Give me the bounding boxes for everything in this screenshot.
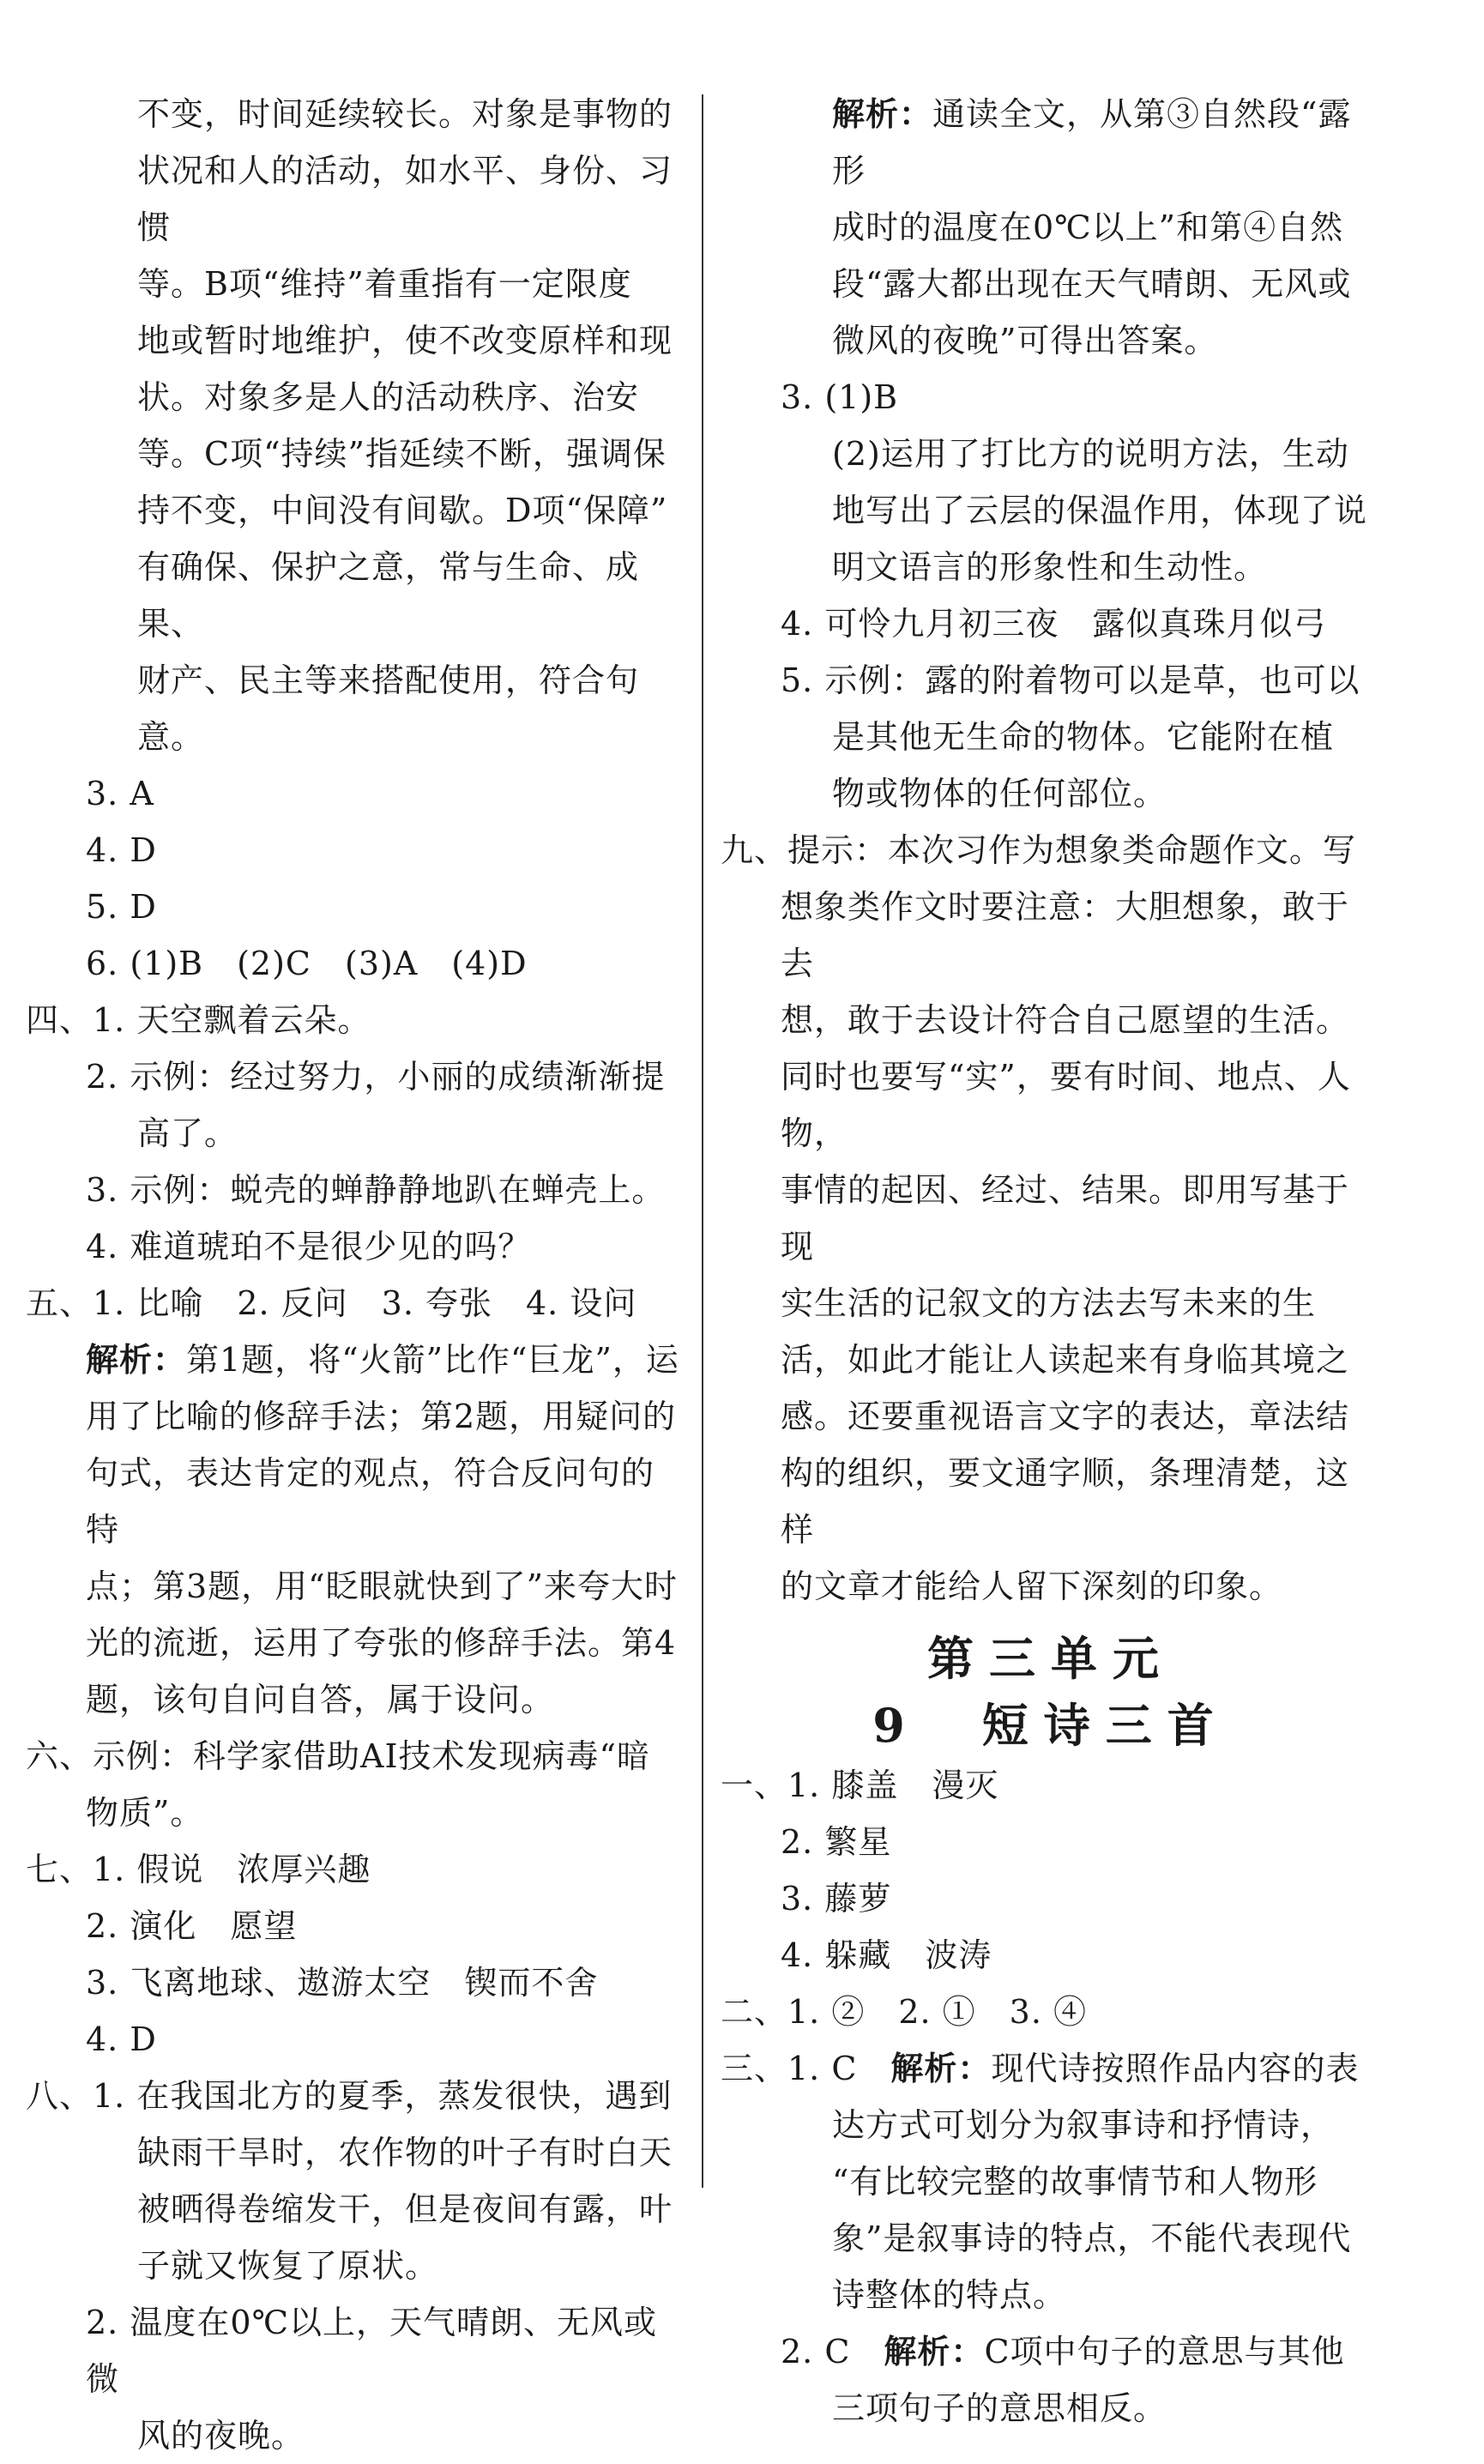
text-line [721, 199, 1381, 256]
text-line [26, 1388, 686, 1445]
text-line [721, 1332, 1381, 1388]
text-line [721, 426, 1381, 482]
text-line [26, 992, 686, 1048]
line-text: 是其他无生命的物体。它能附在植 [832, 718, 1335, 756]
line-text: 题，该句自问自答，属于设问。 [86, 1681, 555, 1718]
line-text: 4. 难道琥珀不是很少见的吗？ [86, 1228, 532, 1265]
line-text: 用了比喻的修辞手法；第2题，用疑问的 [86, 1398, 677, 1435]
text-line [26, 86, 686, 142]
text-line [26, 1218, 686, 1275]
lesson-title: 9 短诗三首 [872, 1698, 1229, 1753]
line-text: 等。B项“维持”着重指有一定限度 [137, 265, 632, 303]
right-column [721, 86, 1381, 2437]
text-line [26, 1728, 686, 1785]
line-text: 4. D [86, 2020, 157, 2058]
text-line [721, 765, 1381, 822]
text-line [26, 2011, 686, 2068]
line-text: 2. 繁星 [781, 1823, 892, 1861]
text-line [721, 1048, 1381, 1162]
line-text: 状。对象多是人的活动秩序、治安 [137, 378, 640, 416]
text-line [721, 822, 1381, 879]
text-line [26, 2294, 686, 2407]
text-line [721, 256, 1381, 312]
line-text: 财产、民主等来搭配使用，符合句意。 [137, 661, 640, 756]
line-text: 4. 躲藏 波涛 [781, 1936, 992, 1974]
text-line [721, 2153, 1381, 2210]
line-text: 四、1. 天空飘着云朵。 [26, 1001, 371, 1039]
text-line [721, 2380, 1381, 2437]
text-line [26, 822, 686, 879]
text-line [26, 1785, 686, 1841]
text-line [26, 1898, 686, 1954]
line-text: 诗整体的特点。 [832, 2276, 1067, 2314]
text-line [26, 142, 686, 256]
line-text: 6. (1)B (2)C (3)A (4)D [86, 945, 528, 982]
text-line [26, 369, 686, 426]
text-line [26, 1162, 686, 1218]
line-text: 2. 示例：经过努力，小丽的成绩渐渐提 [86, 1058, 666, 1096]
text-line [721, 1275, 1381, 1332]
line-text: 成时的温度在0℃以上”和第④自然 [832, 208, 1344, 246]
text-line [721, 709, 1381, 765]
line-text: 感。还要重视语言文字的表达，章法结 [781, 1398, 1350, 1435]
line-text: 三项句子的意思相反。 [832, 2389, 1167, 2427]
line-text: 的文章才能给人留下深刻的印象。 [781, 1567, 1283, 1605]
line-text: 3. 飞离地球、遨游太空 锲而不舍 [86, 1964, 599, 2002]
right-column-top [721, 86, 1381, 1615]
text-line [721, 652, 1381, 709]
text-line [721, 2097, 1381, 2153]
text-line [26, 2238, 686, 2294]
text-line [26, 312, 686, 369]
line-prefix: 三、1. [721, 2050, 832, 2087]
text-line [721, 1558, 1381, 1615]
text-line [721, 1162, 1381, 1275]
text-line [26, 1048, 686, 1105]
right-column-bottom [721, 1757, 1381, 2437]
line-text: 2. 演化 愿望 [86, 1907, 298, 1945]
line-text: 5. D [86, 888, 157, 926]
line-text: 明文语言的形象性和生动性。 [832, 548, 1268, 586]
text-line [26, 2068, 686, 2124]
line-text: 3. A [86, 775, 154, 812]
line-text: 实生活的记叙文的方法去写未来的生 [781, 1284, 1317, 1322]
line-text: 段“露大都出现在天气晴朗、无风或 [832, 265, 1352, 303]
line-text: 被晒得卷缩发干，但是夜间有露，叶 [137, 2190, 673, 2228]
text-line [26, 1445, 686, 1558]
text-line [26, 765, 686, 822]
line-text: 3. 示例：蜕壳的蝉静静地趴在蝉壳上。 [86, 1171, 666, 1209]
line-text: 4. D [86, 831, 157, 869]
left-column [26, 86, 686, 2464]
text-line [721, 1927, 1381, 1984]
line-text: 有确保、保护之意，常与生命、成果、 [137, 548, 640, 643]
line-text: 六、示例：科学家借助AI技术发现病毒“暗 [26, 1737, 650, 1775]
text-line [26, 1105, 686, 1162]
text-line [26, 539, 686, 652]
text-line [721, 879, 1381, 992]
text-line [26, 1954, 686, 2011]
line-text: 现代诗按照作品内容的表 [991, 2050, 1360, 2087]
text-line [721, 482, 1381, 539]
line-text: “有比较完整的故事情节和人物形 [832, 2163, 1318, 2201]
line-text: 八、1. 在我国北方的夏季，蒸发很快，遇到 [26, 2077, 673, 2115]
text-line [721, 1388, 1381, 1445]
text-line [26, 1275, 686, 1332]
line-text: 活，如此才能让人读起来有身临其境之 [781, 1341, 1350, 1379]
answer-choice: C [824, 2333, 884, 2370]
text-line [721, 2210, 1381, 2267]
text-line [26, 426, 686, 482]
line-text: (2)运用了打比方的说明方法，生动 [832, 435, 1349, 473]
line-text: 4. 可怜九月初三夜 露似真珠月似弓 [781, 605, 1327, 643]
line-text: 事情的起因、经过、结果。即用写基于现 [781, 1171, 1350, 1265]
line-text: 点；第3题，用“眨眼就快到了”来夸大时 [86, 1567, 679, 1605]
line-text: 高了。 [137, 1114, 238, 1152]
text-line [26, 2181, 686, 2238]
text-line [721, 992, 1381, 1048]
analysis-label: 解析： [884, 2332, 985, 2370]
analysis-label: 解析： [86, 1340, 187, 1379]
text-line [721, 1870, 1381, 1927]
text-line [721, 86, 1381, 199]
text-line [721, 539, 1381, 595]
line-text: 缺雨干旱时，农作物的叶子有时白天 [137, 2134, 673, 2171]
text-line [26, 482, 686, 539]
line-text: 不变，时间延续较长。对象是事物的 [137, 95, 673, 133]
line-text: 想，敢于去设计符合自己愿望的生活。 [781, 1001, 1350, 1039]
text-line [721, 1984, 1381, 2040]
line-text: 二、1. ② 2. ① 3. ④ [721, 1993, 1088, 2031]
text-line [721, 2323, 1381, 2380]
line-text: 风的夜晚。 [137, 2417, 305, 2455]
text-line [26, 652, 686, 765]
line-text: 3. 藤萝 [781, 1880, 892, 1917]
line-text: 五、1. 比喻 2. 反问 3. 夸张 4. 设问 [26, 1284, 637, 1322]
text-line [26, 1332, 686, 1388]
text-line [26, 935, 686, 992]
line-text: 3. (1)B [781, 378, 899, 416]
line-text: 光的流逝，运用了夸张的修辞手法。第4 [86, 1624, 677, 1662]
line-text: 物质”。 [86, 1794, 204, 1832]
line-text: 等。C项“持续”指延续不断，强调保 [137, 435, 667, 473]
line-text: 地或暂时地维护，使不改变原样和现 [137, 322, 673, 359]
line-text: 5. 示例：露的附着物可以是草，也可以 [781, 661, 1360, 699]
answer-choice: C [831, 2050, 891, 2087]
line-text: 物或物体的任何部位。 [832, 775, 1167, 812]
line-text: 句式，表达肯定的观点，符合反问句的特 [86, 1454, 655, 1549]
line-text: 子就又恢复了原状。 [137, 2247, 439, 2285]
line-text: C项中句子的意思与其他 [984, 2333, 1345, 2370]
line-text: 通读全文，从第③自然段“露形 [832, 95, 1352, 190]
analysis-label: 解析： [832, 94, 933, 133]
text-line [26, 2407, 686, 2464]
line-prefix: 2. [781, 2333, 825, 2370]
line-text: 达方式可划分为叙事诗和抒情诗， [832, 2106, 1335, 2144]
line-text: 一、1. 膝盖 漫灭 [721, 1766, 999, 1804]
line-text: 想象类作文时要注意：大胆想象，敢于去 [781, 888, 1350, 982]
line-text: 地写出了云层的保温作用，体现了说 [832, 492, 1368, 529]
unit-title: 第三单元 [927, 1631, 1174, 1686]
line-text: 第1题，将“火箭”比作“巨龙”，运 [186, 1341, 679, 1379]
text-line [721, 1445, 1381, 1558]
line-text: 2. 温度在0℃以上，天气晴朗、无风或微 [86, 2304, 658, 2398]
line-text: 七、1. 假说 浓厚兴趣 [26, 1851, 371, 1888]
text-line [26, 256, 686, 312]
line-text: 持不变，中间没有间歇。D项“保障” [137, 492, 668, 529]
text-line [26, 1671, 686, 1728]
line-text: 微风的夜晚”可得出答案。 [832, 322, 1218, 359]
text-line [26, 879, 686, 935]
text-line [26, 1615, 686, 1671]
line-text: 状况和人的活动，如水平、身份、习惯 [137, 152, 673, 246]
line-text: 象”是叙事诗的特点，不能代表现代 [832, 2219, 1352, 2257]
text-line [721, 1757, 1381, 1814]
text-line [721, 1814, 1381, 1870]
analysis-label: 解析： [890, 2049, 992, 2087]
text-line [721, 369, 1381, 426]
text-line [721, 2267, 1381, 2323]
text-line [721, 595, 1381, 652]
column-divider [702, 94, 703, 2188]
line-text: 九、提示：本次习作为想象类命题作文。写 [721, 831, 1357, 869]
text-line [26, 1841, 686, 1898]
text-line [26, 2124, 686, 2181]
line-text: 构的组织，要文通字顺，条理清楚，这样 [781, 1454, 1350, 1549]
line-text: 同时也要写“实”，要有时间、地点、人物， [781, 1058, 1351, 1152]
text-line [26, 1558, 686, 1615]
text-line [721, 312, 1381, 369]
text-line [721, 2040, 1381, 2097]
